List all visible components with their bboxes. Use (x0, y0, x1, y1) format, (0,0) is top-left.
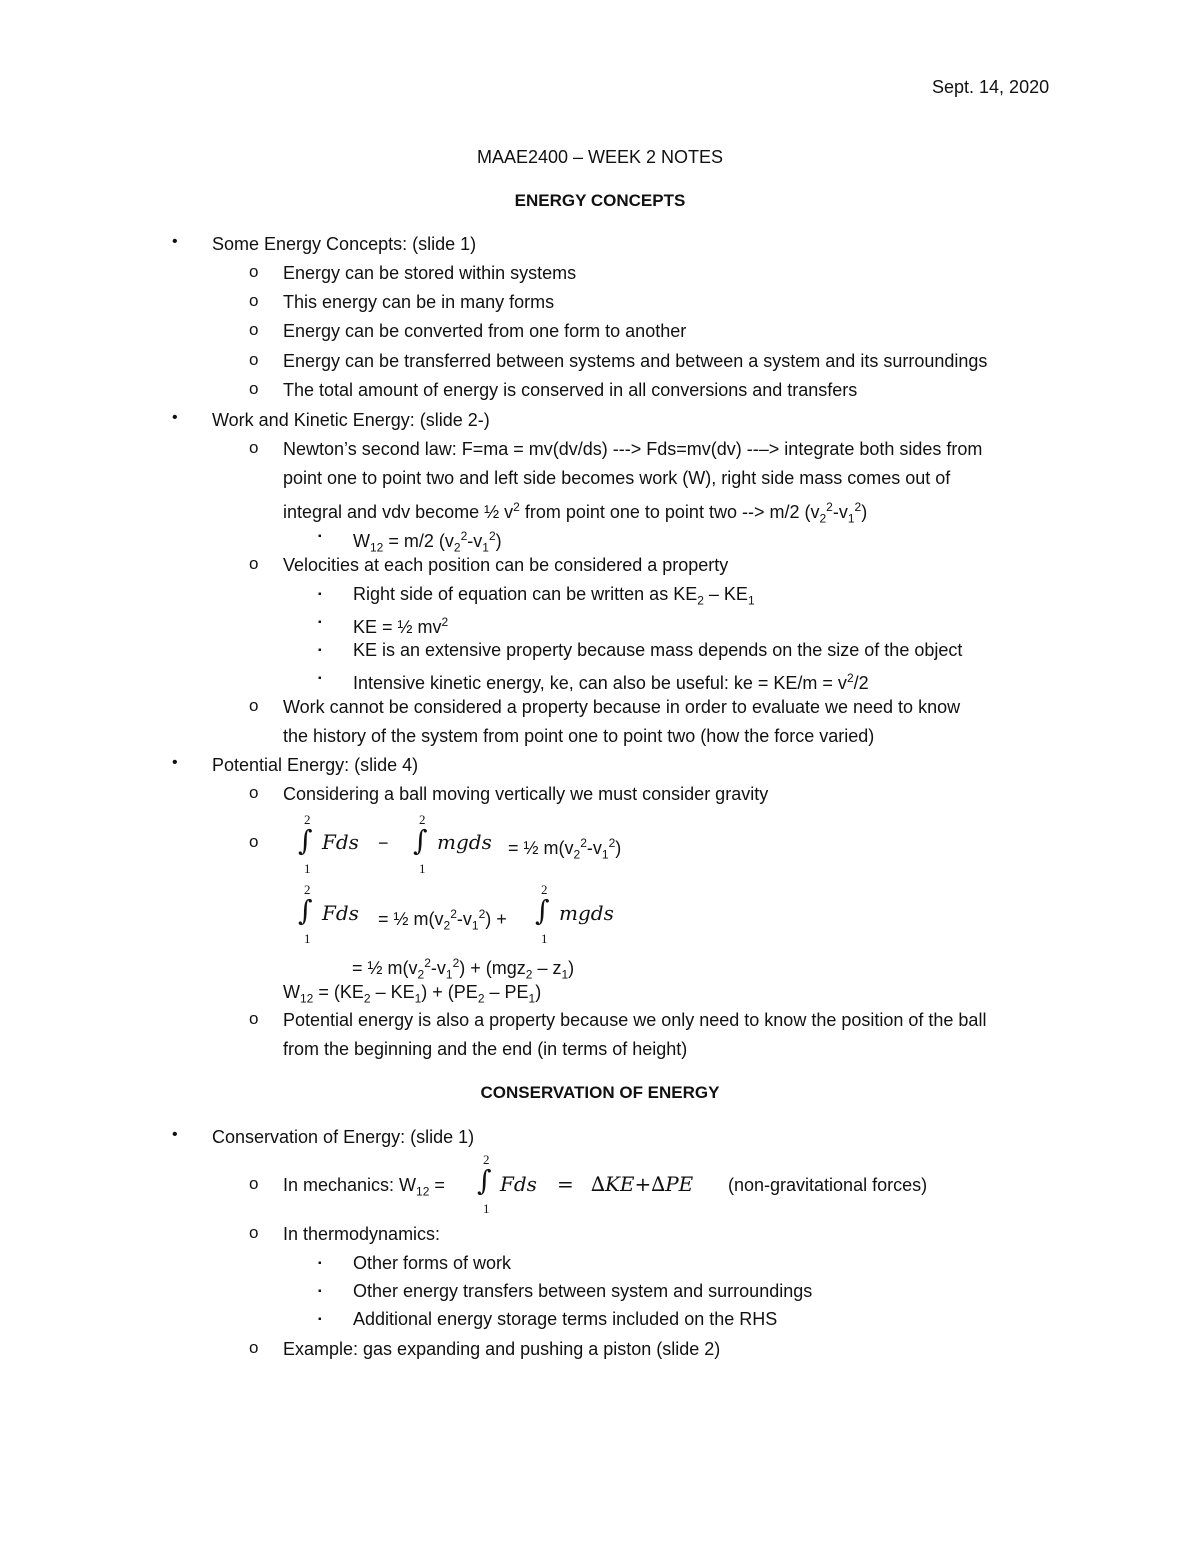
newton-line-2: point one to point two and left side becomes work (W), right side mass comes out of (283, 468, 951, 488)
newton-line-3: integral and vdv become ½ $v^2$ from point one to point two --> m/2 $(v_2^2-v_1^2)$ (283, 500, 868, 526)
square-bullet-icon: ▪ (318, 1258, 322, 1269)
thermodynamics-label: In thermodynamics: (283, 1224, 441, 1244)
integral-lower-limit: 1 (483, 1201, 490, 1216)
section-heading-energy-concepts: ENERGY CONCEPTS (514, 191, 686, 210)
integral-upper-limit: 2 (419, 812, 426, 827)
integral-icon: ∫ (298, 824, 313, 857)
sub-bullet-icon: o (249, 1223, 259, 1242)
eq1-rhs: = ½ $m(v_2^2-v_1^2)$ (508, 836, 622, 862)
square-bullet-icon: ▪ (318, 589, 322, 600)
mech-equals: = (557, 1172, 574, 1196)
list-item: Other forms of work (353, 1253, 512, 1273)
integral-upper-limit: 2 (304, 812, 311, 827)
sub-bullet-icon: o (249, 832, 259, 851)
mechanics-label: In mechanics: $W_{12}$ = (283, 1175, 445, 1199)
eq1-mgds: mgds (437, 830, 492, 854)
integral-lower-limit: 1 (304, 931, 311, 946)
date: Sept. 14, 2020 (932, 77, 1050, 97)
list-item: This energy can be in many forms (283, 292, 555, 312)
ke-extensive: KE is an extensive property because mass depends on the size of the object (353, 640, 963, 660)
sub-bullet-icon: o (249, 291, 259, 310)
square-bullet-icon: ▪ (318, 1314, 322, 1325)
sub-bullet-icon: o (249, 262, 259, 281)
w12-equation: $W_{12} = m/2$ $(v_2^2-v_1^2)$ (353, 529, 502, 555)
integral-icon: ∫ (413, 824, 428, 857)
square-bullet-icon: ▪ (318, 617, 322, 628)
integral-upper-limit: 2 (541, 882, 548, 897)
ball-gravity: Considering a ball moving vertically we must consider gravity (283, 784, 769, 804)
square-bullet-icon: ▪ (318, 1286, 322, 1297)
sub-bullet-icon: o (249, 554, 259, 573)
sub-bullet-icon: o (249, 438, 259, 457)
sub-bullet-icon: o (249, 1338, 259, 1357)
eq2-mgds: mgds (559, 901, 614, 925)
section-heading-conservation: CONSERVATION OF ENERGY (480, 1083, 720, 1102)
bullet-icon: • (172, 233, 178, 250)
integral-upper-limit: 2 (304, 882, 311, 897)
bullet-icon: • (172, 1126, 178, 1143)
bullet-icon: • (172, 409, 178, 426)
eq1-fds: Fds (322, 830, 359, 854)
list-item: Energy can be stored within systems (283, 263, 577, 283)
pe-property-line-1: Potential energy is also a property because we only need to know the position of the ball (283, 1010, 987, 1030)
sub-bullet-icon: o (249, 696, 259, 715)
page-title: MAAE2400 – WEEK 2 NOTES (476, 147, 724, 167)
integral-icon: ∫ (535, 894, 550, 927)
list-item: Other energy transfers between system and surroundings (353, 1281, 813, 1301)
sub-bullet-icon: o (249, 783, 259, 802)
mech-delta: ∆KE+∆PE (591, 1172, 694, 1196)
bullet-conservation-of-energy: Conservation of Energy: (slide 1) (212, 1127, 475, 1147)
eq3: = ½ $m(v_2^2-v_1^2) + (mgz_2 - z_1)$ (352, 956, 575, 982)
sub-bullet-icon: o (249, 320, 259, 339)
bullet-potential-energy: Potential Energy: (slide 4) (212, 755, 419, 775)
square-bullet-icon: ▪ (318, 673, 322, 684)
right-side-ke: Right side of equation can be written as $KE_2 - KE_1$ (353, 584, 755, 608)
ke-formula: KE = ½ $mv^2$ (353, 615, 449, 637)
piston-example: Example: gas expanding and pushing a piston (slide 2) (283, 1339, 721, 1359)
mech-note: (non-gravitational forces) (728, 1175, 928, 1195)
sub-bullet-icon: o (249, 379, 259, 398)
integral-lower-limit: 1 (419, 861, 426, 876)
list-item: Energy can be transferred between systems and between a system and its surroundings (283, 351, 988, 371)
bullet-some-energy-concepts: Some Energy Concepts: (slide 1) (212, 234, 477, 254)
sub-bullet-icon: o (249, 1009, 259, 1028)
w12-energy-sum: $W_{12} = (KE_2 - KE_1) + (PE_2 - PE_1)$ (283, 982, 542, 1006)
newton-line-1: Newton’s second law: F=ma = mv(dv/ds) ---> Fds=mv(dv) --–> integrate both sides from (283, 439, 983, 459)
square-bullet-icon: ▪ (318, 645, 322, 656)
integral-upper-limit: 2 (483, 1152, 490, 1167)
sub-bullet-icon: o (249, 1174, 259, 1193)
eq2-rhs: = ½ $m(v_2^2-v_1^2)$ + (378, 907, 507, 933)
work-not-property-line-1: Work cannot be considered a property because in order to evaluate we need to know (283, 697, 961, 717)
list-item: Additional energy storage terms included on the RHS (353, 1309, 778, 1329)
pe-property-line-2: from the beginning and the end (in terms of height) (283, 1039, 688, 1059)
sub-bullet-icon: o (249, 350, 259, 369)
work-not-property-line-2: the history of the system from point one to point two (how the force varied) (283, 726, 875, 746)
bullet-work-kinetic-energy: Work and Kinetic Energy: (slide 2-) (212, 410, 490, 430)
velocities-property: Velocities at each position can be considered a property (283, 555, 729, 575)
integral-icon: ∫ (477, 1164, 492, 1197)
mech-fds: Fds (500, 1172, 537, 1196)
intensive-ke: Intensive kinetic energy, ke, can also be useful: ke = $KE/m = v^2/2$ (353, 671, 869, 693)
square-bullet-icon: ▪ (318, 531, 322, 542)
eq1-minus: − (378, 833, 389, 853)
integral-icon: ∫ (298, 894, 313, 927)
eq2-fds: Fds (322, 901, 359, 925)
bullet-icon: • (172, 754, 178, 771)
list-item: Energy can be converted from one form to another (283, 321, 687, 341)
list-item: The total amount of energy is conserved in all conversions and transfers (283, 380, 858, 400)
integral-lower-limit: 1 (541, 931, 548, 946)
integral-lower-limit: 1 (304, 861, 311, 876)
